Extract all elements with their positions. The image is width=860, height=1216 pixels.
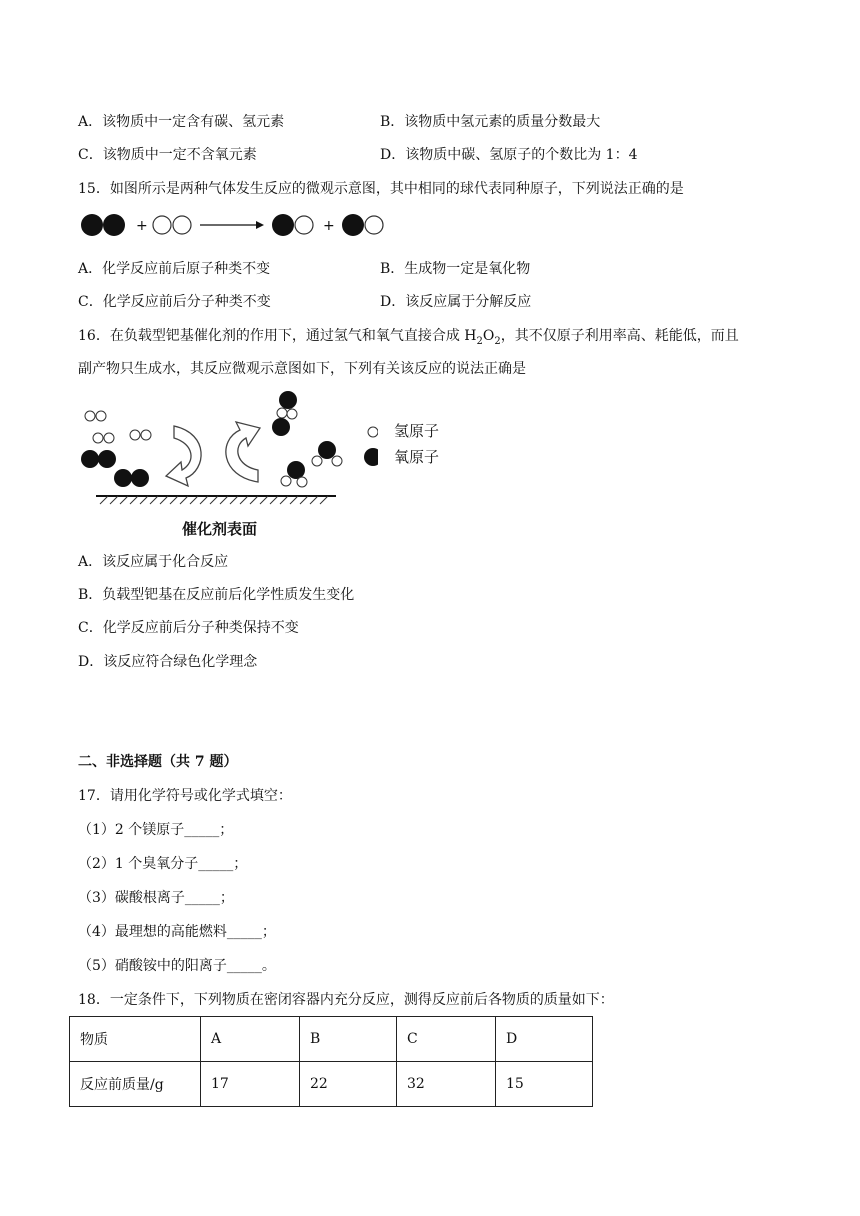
q17-item-3: （3）碳酸根离子_____； bbox=[78, 890, 234, 906]
water-molecule-1 bbox=[312, 441, 342, 466]
table-cell: 22 bbox=[300, 1062, 397, 1107]
surface-label: 催化剂表面 bbox=[182, 520, 258, 538]
q14-option-c: C．该物质中一定不含氧元素 bbox=[78, 147, 257, 163]
legend-hydrogen bbox=[368, 427, 378, 437]
q14-option-b: B．该物质中氢元素的质量分数最大 bbox=[380, 114, 601, 130]
q16-option-d: D．该反应符合绿色化学理念 bbox=[78, 654, 258, 670]
q14-option-a: A．该物质中一定含有碳、氢元素 bbox=[78, 114, 285, 130]
table-cell: C bbox=[397, 1017, 496, 1062]
q14-option-d: D．该物质中碳、氢原子的个数比为 1：4 bbox=[380, 147, 638, 163]
mass-table bbox=[69, 1016, 593, 1107]
table-row bbox=[70, 1062, 593, 1107]
q15-option-a: A．化学反应前后原子种类不变 bbox=[78, 261, 271, 277]
curved-arrow-down-icon bbox=[166, 426, 201, 486]
table-cell: A bbox=[201, 1017, 300, 1062]
q17-item-1: （1）2 个镁原子_____； bbox=[78, 822, 234, 838]
table-cell: 15 bbox=[496, 1062, 593, 1107]
reaction-arrow bbox=[200, 221, 264, 229]
table-cell: B bbox=[300, 1017, 397, 1062]
q16-option-a: A．该反应属于化合反应 bbox=[78, 554, 229, 570]
q18-stem: 18．一定条件下，下列物质在密闭容器内充分反应，测得反应前后各物质的质量如下： bbox=[78, 992, 614, 1008]
table-cell: 物质 bbox=[70, 1017, 201, 1062]
legend-hydrogen-label: 氢原子 bbox=[394, 422, 440, 440]
product-molecule-1 bbox=[272, 214, 313, 236]
q15-option-c: C．化学反应前后分子种类不变 bbox=[78, 294, 271, 310]
q17-item-2: （2）1 个臭氧分子_____； bbox=[78, 856, 248, 872]
h2o2-molecule bbox=[272, 391, 297, 436]
reactant-molecule-1 bbox=[81, 214, 125, 236]
catalyst-surface bbox=[96, 496, 336, 504]
q16-option-c: C．化学反应前后分子种类保持不变 bbox=[78, 620, 299, 636]
q16-option-b: B．负载型钯基在反应前后化学性质发生变化 bbox=[78, 587, 355, 603]
oxygen-molecules bbox=[81, 450, 149, 487]
svg-text:+: + bbox=[323, 218, 335, 234]
hydrogen-molecules bbox=[85, 411, 151, 443]
q16-stem-line2: 副产物只生成水，其反应微观示意图如下，下列有关该反应的说法正确是 bbox=[78, 361, 526, 377]
q15-reaction-diagram bbox=[78, 210, 398, 242]
water-molecule-2 bbox=[281, 461, 307, 487]
section-heading: 二、非选择题（共 7 题） bbox=[78, 754, 238, 770]
reactant-molecule-2 bbox=[153, 216, 191, 234]
curved-arrow-up-icon bbox=[226, 422, 260, 482]
q16-catalyst-diagram bbox=[78, 386, 378, 518]
q15-stem: 15．如图所示是两种气体发生反应的微观示意图，其中相同的球代表同种原子，下列说法正确的是 bbox=[78, 181, 684, 197]
product-molecule-2 bbox=[342, 214, 383, 236]
legend-oxygen bbox=[364, 448, 378, 466]
q16-stem-line1: 16．在负载型钯基催化剂的作用下，通过氢气和氧气直接合成 $H_2O_2$，其不仅原子利用率高、耗能低，而且 bbox=[78, 328, 739, 347]
table-header-row bbox=[70, 1017, 593, 1062]
q15-option-b: B．生成物一定是氧化物 bbox=[380, 261, 531, 277]
q17-stem: 17．请用化学符号或化学式填空： bbox=[78, 788, 292, 804]
svg-text:+: + bbox=[136, 218, 148, 234]
table-cell: 32 bbox=[397, 1062, 496, 1107]
q17-item-4: （4）最理想的高能燃料_____； bbox=[78, 924, 276, 940]
legend-oxygen-label: 氧原子 bbox=[394, 448, 440, 466]
table-cell: D bbox=[496, 1017, 593, 1062]
q17-item-5: （5）硝酸铵中的阳离子_____。 bbox=[78, 958, 276, 974]
q15-option-d: D．该反应属于分解反应 bbox=[380, 294, 532, 310]
table-cell: 反应前质量/g bbox=[70, 1062, 201, 1107]
table-cell: 17 bbox=[201, 1062, 300, 1107]
